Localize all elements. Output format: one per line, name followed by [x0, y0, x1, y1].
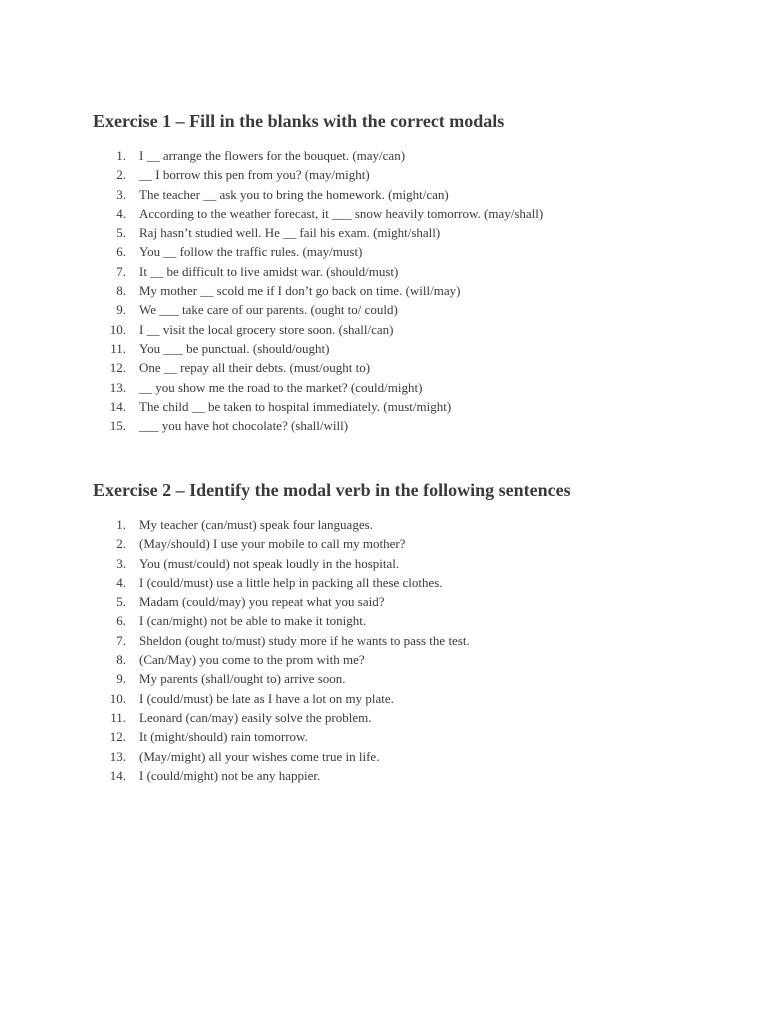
list-item — [93, 185, 713, 204]
list-item — [93, 397, 713, 416]
item-text: (May/might) all your wishes come true in life. — [139, 748, 380, 764]
item-number: 9. — [116, 671, 126, 687]
list-item — [93, 223, 713, 242]
item-number: 3. — [116, 555, 126, 571]
item-number: 14. — [109, 767, 126, 783]
item-text: Sheldon (ought to/must) study more if he wants to pass the test. — [139, 632, 470, 648]
item-number: 10. — [109, 321, 126, 337]
list-item — [93, 320, 713, 339]
item-number: 10. — [109, 690, 126, 706]
list-item — [93, 747, 713, 766]
item-number: 4. — [116, 574, 126, 590]
item-number: 14. — [109, 398, 126, 414]
exercise-1 — [93, 108, 713, 435]
item-text: ___ you have hot chocolate? (shall/will) — [139, 418, 349, 434]
item-text: You (must/could) not speak loudly in the hospital. — [139, 555, 400, 571]
item-number: 3. — [116, 186, 126, 202]
item-number: 5. — [116, 594, 126, 610]
list-item — [93, 631, 713, 650]
list-item — [93, 592, 713, 611]
item-number: 9. — [116, 302, 126, 318]
item-number: 7. — [116, 263, 126, 279]
item-text: We ___ take care of our parents. (ought to/ could) — [139, 302, 398, 318]
item-number: 11. — [110, 709, 126, 725]
item-text: Leonard (can/may) easily solve the problem. — [139, 709, 372, 725]
item-number: 12. — [109, 729, 126, 745]
list-item — [93, 165, 713, 184]
item-text: I (could/might) not be any happier. — [139, 767, 321, 783]
item-text: The child __ be taken to hospital immediately. (must/might) — [139, 398, 452, 414]
item-number: 6. — [116, 244, 126, 260]
list-item — [93, 727, 713, 746]
item-number: 6. — [116, 613, 126, 629]
list-item — [93, 669, 713, 688]
item-text: The teacher __ ask you to bring the homework. (might/can) — [139, 186, 449, 202]
list-item — [93, 204, 713, 223]
item-number: 1. — [116, 148, 126, 163]
item-text: My teacher (can/must) speak four languages. — [139, 517, 373, 532]
item-text: My parents (shall/ought to) arrive soon. — [139, 671, 346, 687]
item-text: Raj hasn’t studied well. He __ fail his exam. (might/shall) — [139, 225, 441, 241]
list-item — [93, 534, 713, 553]
item-text: It (might/should) rain tomorrow. — [139, 729, 308, 745]
item-text: According to the weather forecast, it ___ snow heavily tomorrow. (may/shall) — [139, 205, 544, 221]
item-text: I __ arrange the flowers for the bouquet. (may/can) — [139, 148, 406, 163]
list-item — [93, 242, 713, 261]
exercise-1-title: Exercise 1 – Fill in the blanks with the correct modals — [93, 111, 505, 131]
exercise-1-list — [93, 146, 713, 435]
item-text: Madam (could/may) you repeat what you said? — [139, 594, 385, 610]
item-number: 5. — [116, 225, 126, 241]
list-item — [93, 766, 713, 785]
item-number: 1. — [116, 517, 126, 532]
item-text: (Can/May) you come to the prom with me? — [139, 652, 365, 668]
item-text: __ you show me the road to the market? (could/might) — [139, 379, 423, 395]
item-text: I (could/must) be late as I have a lot on my plate. — [139, 690, 394, 706]
item-number: 4. — [116, 205, 126, 221]
item-text: __ I borrow this pen from you? (may/might) — [139, 167, 370, 183]
item-number: 7. — [116, 632, 126, 648]
item-text: My mother __ scold me if I don’t go back on time. (will/may) — [139, 283, 461, 299]
item-number: 2. — [116, 536, 126, 552]
item-text: You __ follow the traffic rules. (may/must) — [139, 244, 363, 260]
item-text: I (can/might) not be able to make it tonight. — [139, 613, 367, 629]
list-item — [93, 378, 713, 397]
list-item — [93, 358, 713, 377]
item-text: One __ repay all their debts. (must/ought to) — [139, 360, 371, 376]
item-text: I (could/must) use a little help in packing all these clothes. — [139, 574, 443, 590]
list-item — [93, 262, 713, 281]
list-item — [93, 281, 713, 300]
list-item — [93, 611, 713, 630]
item-text: You ___ be punctual. (should/ought) — [139, 340, 330, 356]
item-number: 8. — [116, 283, 126, 299]
list-item — [93, 300, 713, 319]
item-number: 2. — [116, 167, 126, 183]
exercise-2-list — [93, 515, 713, 785]
item-number: 8. — [116, 652, 126, 668]
list-item — [93, 573, 713, 592]
exercise-2 — [93, 477, 713, 785]
list-item — [93, 146, 713, 165]
item-number: 13. — [109, 379, 126, 395]
list-item — [93, 416, 713, 435]
item-number: 11. — [110, 340, 126, 356]
item-number: 12. — [109, 360, 126, 376]
list-item — [93, 515, 713, 534]
list-item — [93, 689, 713, 708]
list-item — [93, 554, 713, 573]
item-text: I __ visit the local grocery store soon. (shall/can) — [139, 321, 394, 337]
list-item — [93, 650, 713, 669]
item-number: 13. — [109, 748, 126, 764]
list-item — [93, 708, 713, 727]
item-number: 15. — [109, 418, 126, 434]
list-item — [93, 339, 713, 358]
item-text: (May/should) I use your mobile to call my mother? — [139, 536, 406, 552]
exercise-2-title: Exercise 2 – Identify the modal verb in the following sentences — [93, 480, 571, 500]
item-text: It __ be difficult to live amidst war. (should/must) — [139, 263, 399, 279]
